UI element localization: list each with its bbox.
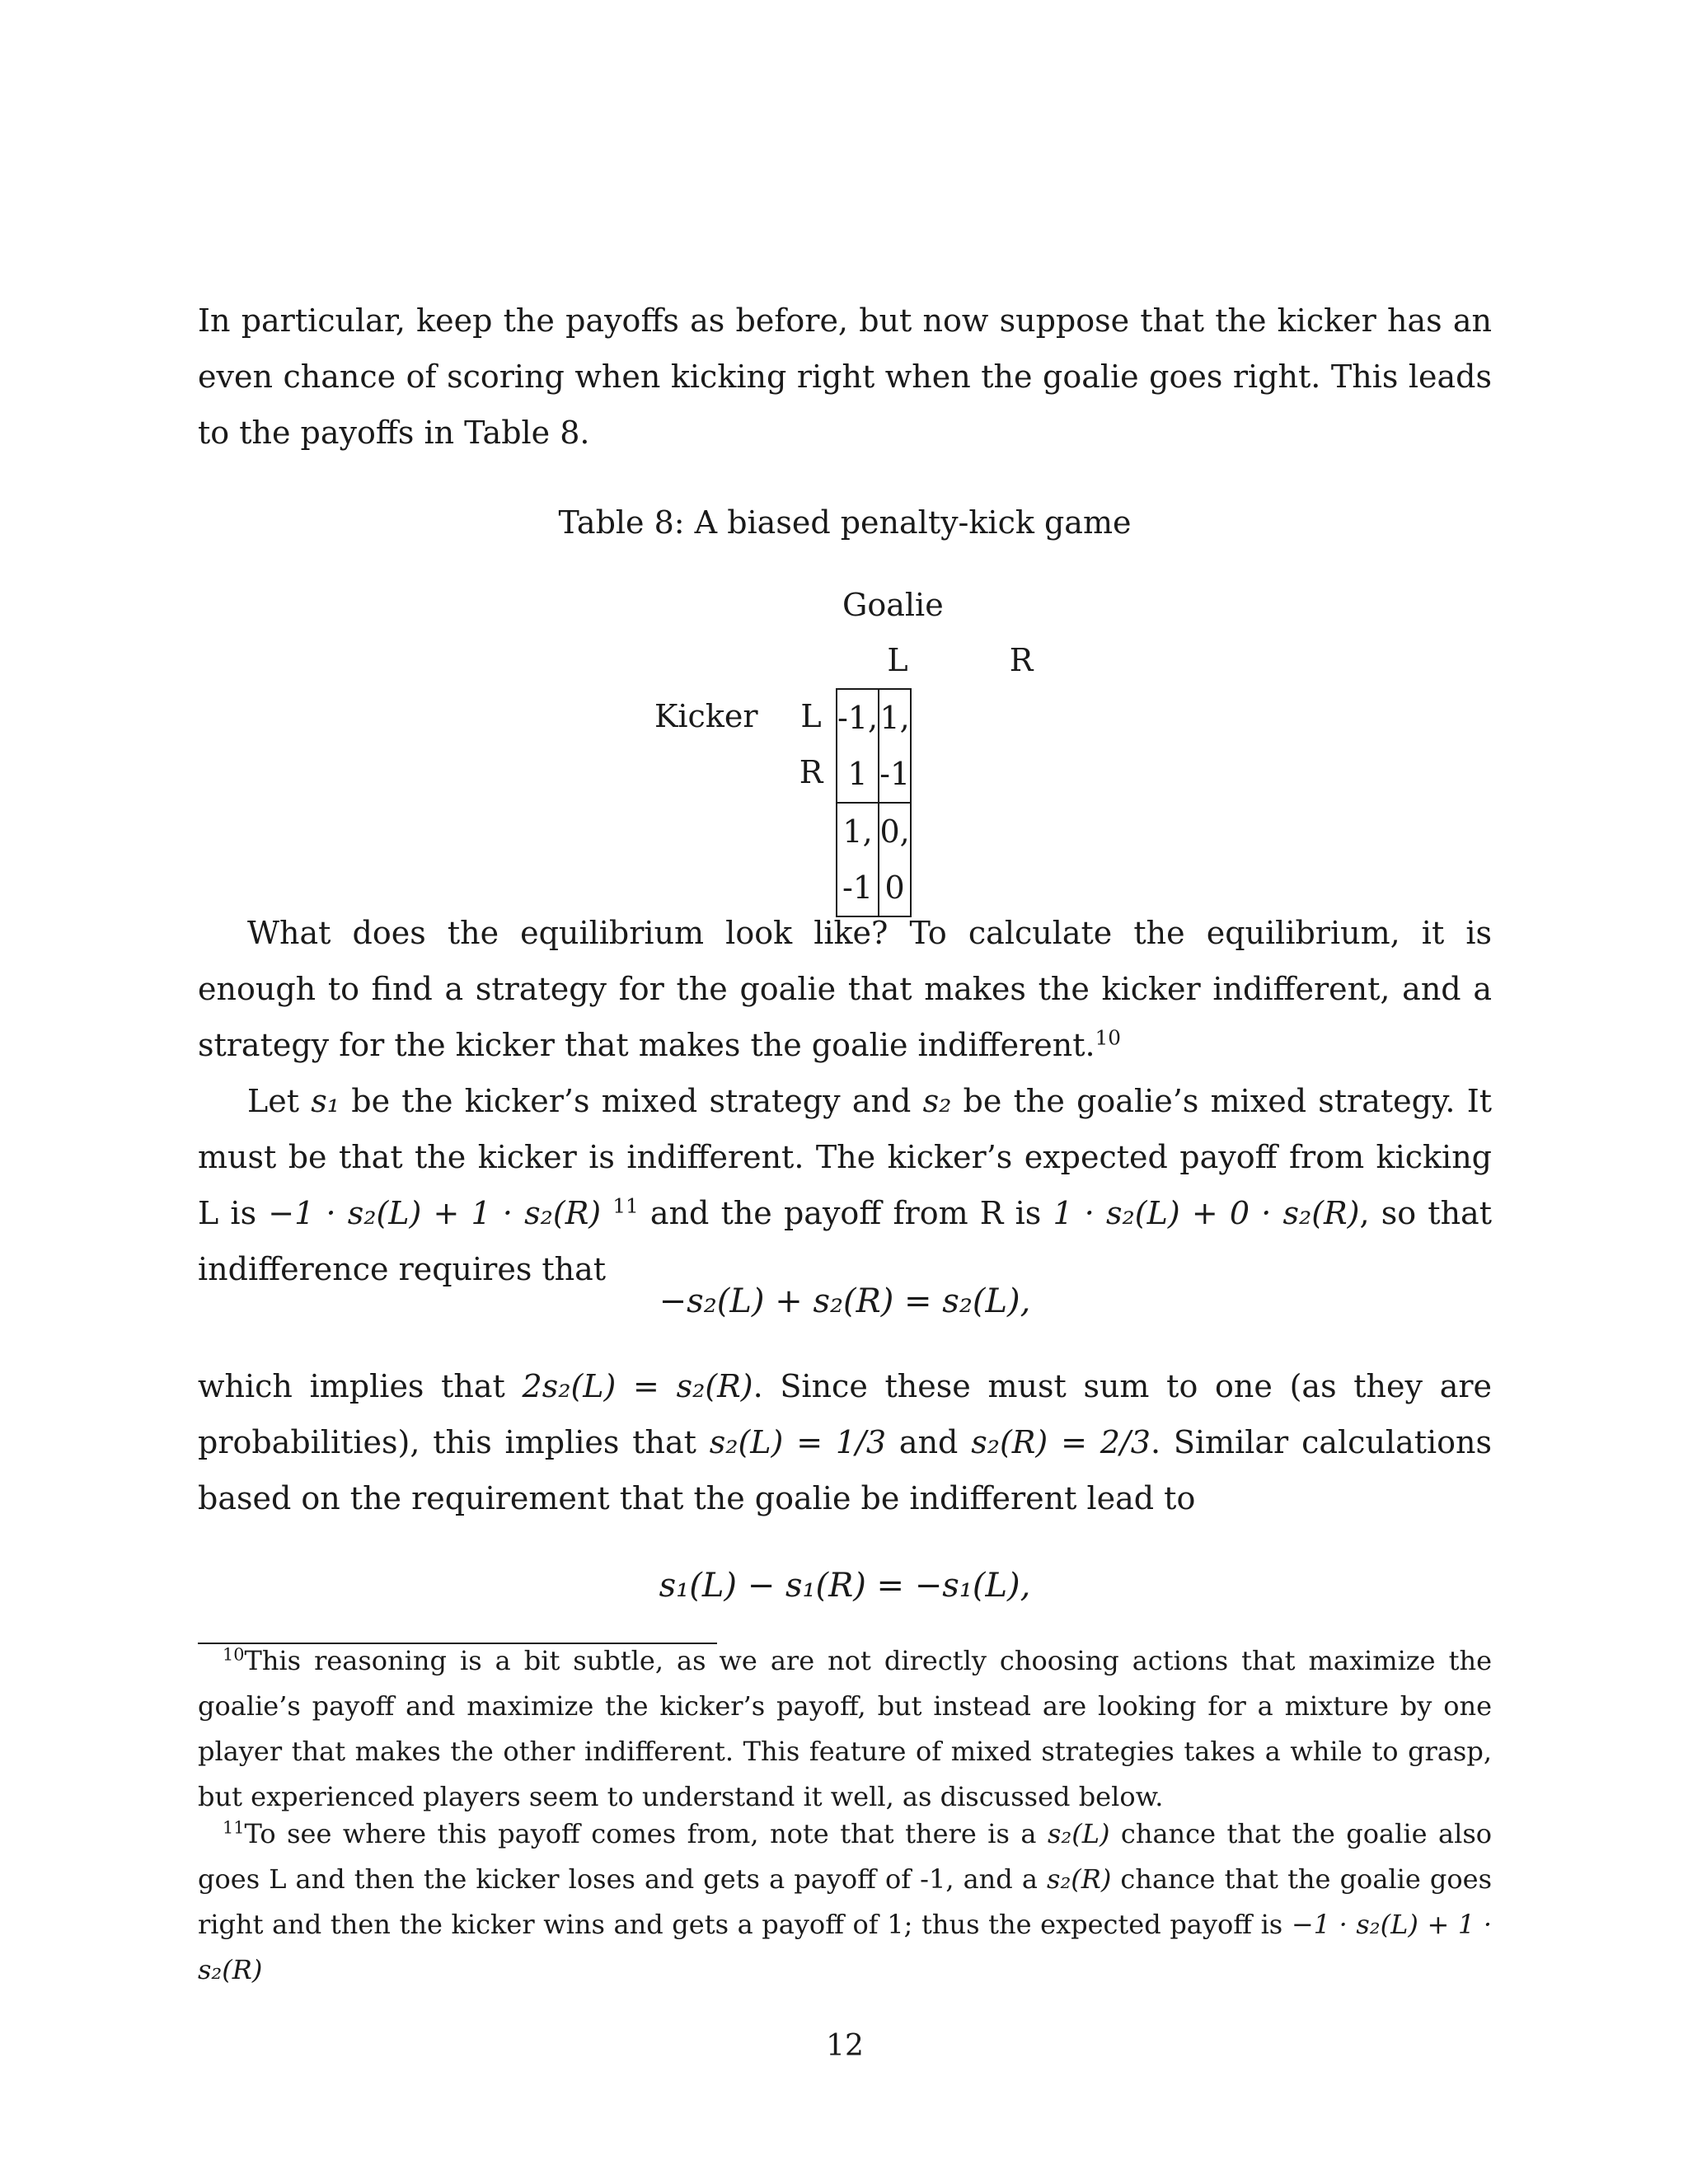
footnote-mark-11: 11: [612, 1193, 639, 1218]
footnote-11: $^{11}$To see where this payoff comes from, note that there is a s₂(L) chance that the goalie also goes L and then the kicker loses and gets a payoff of -1, and a s₂(R) chance that the goalie goes right and then the kicker wins and gets a payoff of 1; thus the expected payoff is −1 · s₂(L) + 1 · s₂(R): [198, 1817, 1493, 1985]
equation-kicker-indifference: −s₂(L) + s₂(R) = s₂(L),: [659, 1282, 1031, 1320]
footnote-mark-10: 10: [1095, 1025, 1122, 1050]
indifference-paragraph: Let s₁ be the kicker’s mixed strategy and s₂ be the goalie’s mixed strategy. It must be that the kicker is indifferent. The kicker’s expected payoff from kicking L is −1 · s₂(L) + 1 · s₂(R) $^{11}$ and the payoff from R is 1 · s₂(L) + 0 · s₂(R), so that indifference requires that: [198, 1083, 1492, 1287]
equilibrium-paragraph: What does the equilibrium look like? To calculate the equilibrium, it is enough to find a strategy for the goalie that makes the kicker indifferent, and a strategy for the kicker that makes the goalie indifferent.$^{10}$: [198, 915, 1492, 1063]
payoff-cell: -1, 1: [837, 689, 879, 803]
table-row: [837, 689, 911, 803]
payoff-cell: 1, -1: [837, 803, 879, 916]
page-number: 12: [826, 2029, 864, 2063]
row-header-r: R: [799, 754, 823, 790]
row-player-label: Kicker: [654, 698, 758, 734]
solution-paragraph: which implies that 2s₂(L) = s₂(R). Since these must sum to one (as they are probabilities), this implies that s₂(L) = 1/3 and s₂(R) = 2/3. Similar calculations based on the requirement that the goalie be indifferent lead to: [198, 1368, 1492, 1516]
payoff-cell: 1, -1: [879, 689, 911, 803]
table-row: [837, 803, 911, 916]
intro-paragraph: In particular, keep the payoffs as before, but now suppose that the kicker has an even chance of scoring when kicking right when the goalie goes right. This leads to the payoffs in Table 8.: [198, 302, 1492, 451]
column-player-label: Goalie: [842, 587, 944, 623]
payoff-cell: 0, 0: [879, 803, 911, 916]
footnote-10: $^{10}$This reasoning is a bit subtle, as we are not directly choosing actions that maximize the goalie’s payoff and maximize the kicker’s payoff, but instead are looking for a mixture by one player that makes the other indifferent. This feature of mixed strategies takes a while to grasp, but experienced players seem to understand it well, as discussed below.: [198, 1644, 1492, 1812]
payoff-table: [836, 688, 912, 917]
row-header-l: L: [800, 698, 822, 734]
column-header-l: L: [887, 642, 908, 678]
equation-goalie-indifference: s₁(L) − s₁(R) = −s₁(L),: [659, 1567, 1031, 1605]
table-caption: Table 8: A biased penalty-kick game: [558, 504, 1132, 541]
column-header-r: R: [1009, 642, 1034, 678]
